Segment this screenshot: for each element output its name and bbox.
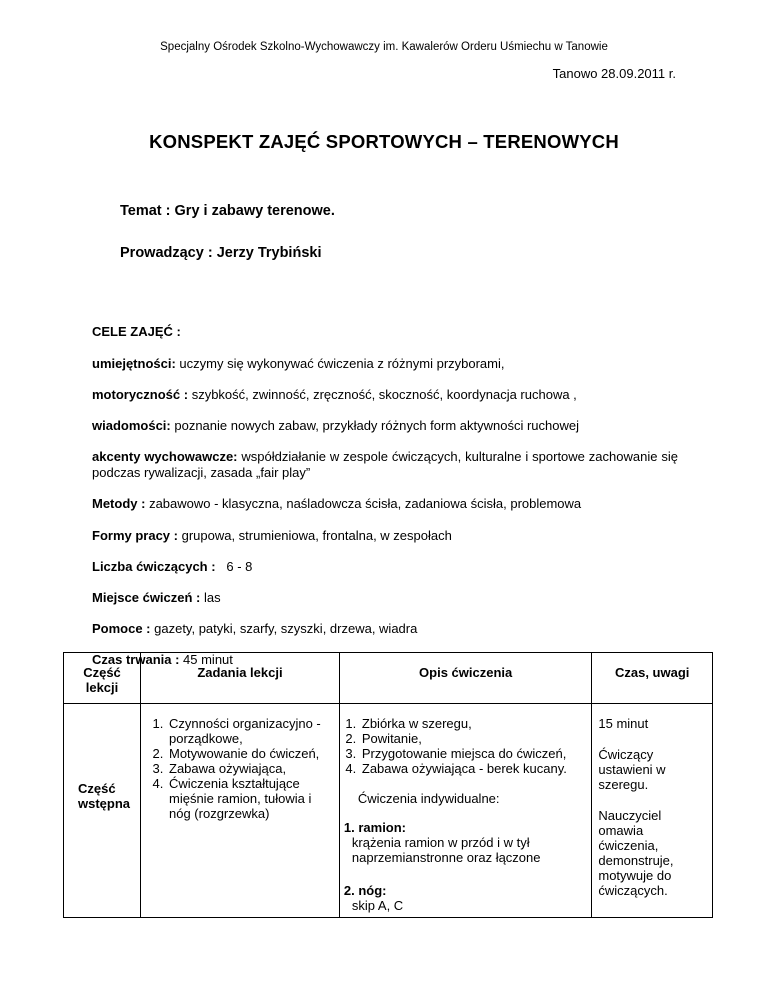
header-tasks: Zadania lekcji [141,653,340,704]
list-item: 3. Przygotowanie miejsca do ćwiczeń, [360,746,587,761]
institution-header: Specjalny Ośrodek Szkolno-Wychowawczy im. Kawalerów Orderu Uśmiechu w Tanowie [160,41,608,53]
time-value: 15 minut [598,716,649,731]
list-item: 1. Czynności organizacyjno - porządkowe, [167,716,335,746]
document-date: Tanowo 28.09.2011 r. [552,66,676,81]
info-aids: Pomoce : gazety, patyki, szarfy, szyszki, drzewa, wiadra [92,621,418,636]
page-title: KONSPEKT ZAJĘĆ SPORTOWYCH – TERENOWYCH [149,131,619,152]
info-duration: Czas trwania : 45 minut [92,652,233,667]
goal-motor: motoryczność : szybkość, zwinność, zręczność, skoczność, koordynacja ruchowa , [92,387,577,402]
info-forms: Formy pracy : grupowa, strumieniowa, frontalna, w zespołach [92,528,452,543]
list-item: 1. Zbiórka w szeregu, [360,716,587,731]
tasks-cell [141,704,340,918]
info-count: Liczba ćwiczących : 6 - 8 [92,559,253,574]
header-part: Część lekcji [64,653,141,704]
note-students: Ćwiczący ustawieni w szeregu. [598,747,666,792]
list-item: 2. Powitanie, [360,731,587,746]
time-cell [592,704,713,918]
goal-educational: akcenty wychowawcze: współdziałanie w zespole ćwiczących, kulturalne i sportowe zachowanie się podczas rywalizacji, zasada „fair play” [92,449,678,480]
list-item: 4. Zabawa ożywiająca - berek kucany. [360,761,587,776]
list-item: 3. Zabawa ożywiająca, [167,761,335,776]
exercise-arms-text: krążenia ramion w przód i w tył naprzemianstronne oraz łączone [351,835,541,865]
exercise-arms-label: 1. ramion: [343,820,407,835]
info-place: Miejsce ćwiczeń : las [92,590,221,605]
description-cell [339,704,591,918]
instructor: Prowadzący : Jerzy Trybiński [120,245,322,261]
info-methods: Metody : zabawowo - klasyczna, naśladowcza ścisła, zadaniowa ścisła, problemowa [92,496,582,511]
list-item: 4. Ćwiczenia kształtujące mięśnie ramion, tułowia i nóg (rozgrzewka) [167,776,335,821]
topic: Temat : Gry i zabawy terenowe. [120,203,335,219]
goal-skills: umiejętności: uczymy się wykonywać ćwiczenia z różnymi przyborami, [92,356,505,371]
header-time: Czas, uwagi [592,653,713,704]
note-teacher: Nauczyciel omawia ćwiczenia, demonstruje, motywuje do ćwiczących. [598,808,674,898]
exercise-legs-text: skip A, C [351,898,404,913]
individual-heading: Ćwiczenia indywidualne: [357,791,500,806]
exercise-legs-label: 2. nóg: [343,883,387,898]
part-label: Część wstępna [78,780,131,811]
goals-heading: CELE ZAJĘĆ : [92,324,181,339]
tasks-list [145,716,335,821]
part-cell [64,704,141,918]
list-item: 2. Motywowanie do ćwiczeń, [167,746,335,761]
goal-knowledge: wiadomości: poznanie nowych zabaw, przykłady różnych form aktywności ruchowej [92,418,579,433]
header-description: Opis ćwiczenia [339,653,591,704]
description-list [342,716,587,776]
lesson-plan-table [63,652,713,918]
